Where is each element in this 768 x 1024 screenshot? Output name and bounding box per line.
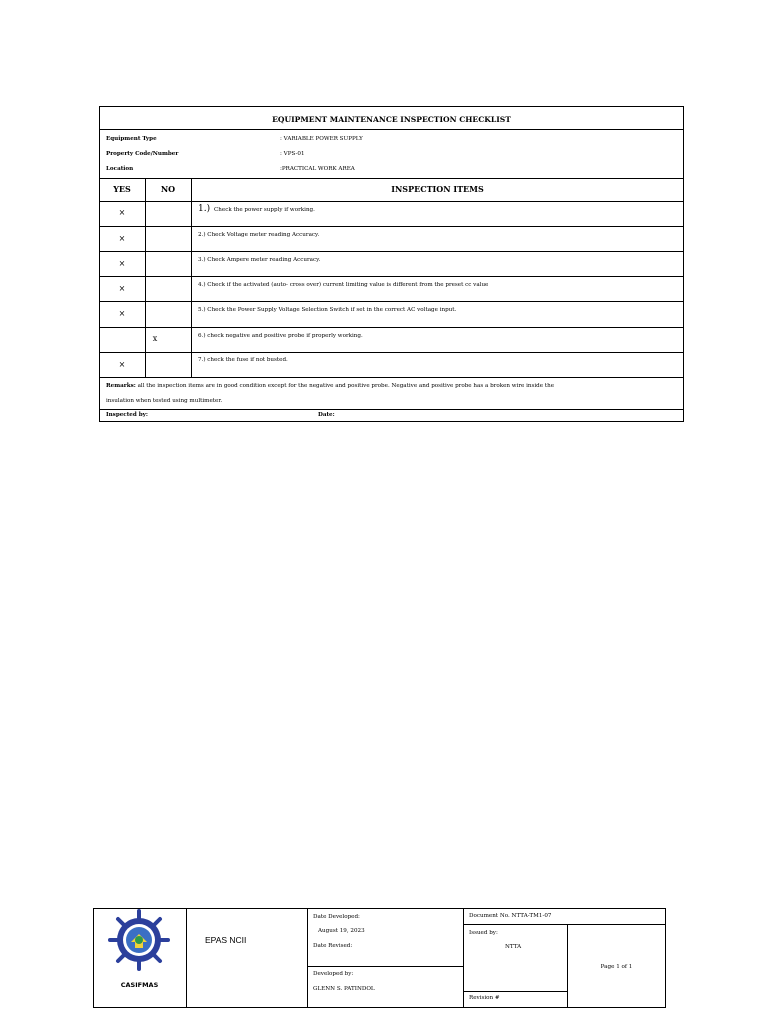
- remarks-label: Remarks:: [106, 383, 136, 389]
- developer-name: GLENN S. PATINDOL: [313, 986, 375, 992]
- item-text: 3.) Check Ampere meter reading Accuracy.: [198, 257, 321, 263]
- field-value-location: :PRACTICAL WORK AREA: [280, 166, 355, 172]
- item-text: 2.) Check Voltage meter reading Accuracy.: [198, 232, 320, 238]
- row-divider: [99, 352, 684, 353]
- divider: [99, 178, 684, 179]
- developed-by-label: Developed by:: [313, 971, 354, 977]
- issuer-name: NTTA: [505, 944, 522, 950]
- org-name: CASIFMAS: [120, 981, 159, 989]
- row-divider: [99, 327, 684, 328]
- header-inspection-items: INSPECTION ITEMS: [391, 184, 484, 194]
- item-text: Check the power supply if working.: [214, 207, 315, 213]
- item-text: 4.) Check if the activated (auto- cross over) current limiting value is different from the preset cc value: [198, 282, 489, 288]
- field-label-property-code: Property Code/Number: [106, 151, 179, 157]
- row-divider: [99, 409, 684, 410]
- row-divider: [99, 251, 684, 252]
- column-divider: [463, 908, 464, 1008]
- check-yes-mark: ×: [118, 208, 126, 217]
- field-label-equipment-type: Equipment Type: [106, 136, 157, 142]
- casifmas-logo: [107, 908, 171, 972]
- date-revised-label: Date Revised:: [313, 943, 353, 949]
- footer-table: [93, 908, 666, 1008]
- revision-label: Revision #: [469, 995, 500, 1001]
- issued-by-label: Issued by:: [469, 930, 498, 936]
- check-yes-mark: ×: [118, 309, 126, 318]
- check-yes-mark: ×: [118, 259, 126, 268]
- row-divider: [307, 966, 463, 967]
- column-divider: [186, 908, 187, 1008]
- date-label: Date:: [318, 412, 335, 418]
- date-developed-value: August 19, 2023: [318, 928, 365, 934]
- item-text: 6.) check negative and positive probe if properly working.: [198, 333, 363, 339]
- page-number: Page 1 of 1: [600, 964, 633, 970]
- column-divider: [307, 908, 308, 1008]
- row-divider: [99, 276, 684, 277]
- column-divider: [145, 178, 146, 378]
- item-text: 7.) check the fuse if not busted.: [198, 357, 288, 363]
- row-divider: [463, 924, 666, 925]
- check-no-mark: x: [152, 334, 158, 343]
- check-yes-mark: ×: [118, 360, 126, 369]
- remarks-text: all the inspection items are in good condition except for the negative and positive probe. Negative and positive probe has a broken wire inside the: [135, 383, 555, 389]
- row-divider: [99, 201, 684, 202]
- row-divider: [463, 991, 567, 992]
- document-number: Document No. NTTA-TM1-07: [469, 913, 552, 919]
- ship-wheel-icon: [107, 908, 171, 972]
- header-yes: YES: [113, 184, 131, 194]
- remarks-text-line2: insulation when tested using multimeter.: [106, 398, 223, 404]
- field-value-equipment-type: : VARIABLE POWER SUPPLY: [280, 136, 363, 142]
- checklist-title: EQUIPMENT MAINTENANCE INSPECTION CHECKLIST: [272, 115, 511, 124]
- row-divider: [99, 226, 684, 227]
- check-yes-mark: ×: [118, 234, 126, 243]
- date-developed-label: Date Developed:: [313, 914, 360, 920]
- remarks: [106, 383, 554, 389]
- inspected-by-label: Inspected by:: [106, 412, 148, 418]
- row-divider: [99, 301, 684, 302]
- item-number: 1.): [198, 204, 211, 214]
- field-value-property-code: : VPS-01: [280, 151, 305, 157]
- column-divider: [191, 178, 192, 378]
- row-divider: [99, 377, 684, 378]
- course-name: EPAS NCII: [205, 935, 247, 945]
- field-label-location: Location: [106, 166, 134, 172]
- check-yes-mark: ×: [118, 284, 126, 293]
- divider: [99, 129, 684, 130]
- checklist-table: [99, 106, 684, 422]
- item-text: 5.) Check the Power Supply Voltage Selection Switch if set in the correct AC voltage input.: [198, 307, 457, 313]
- header-no: NO: [160, 184, 176, 194]
